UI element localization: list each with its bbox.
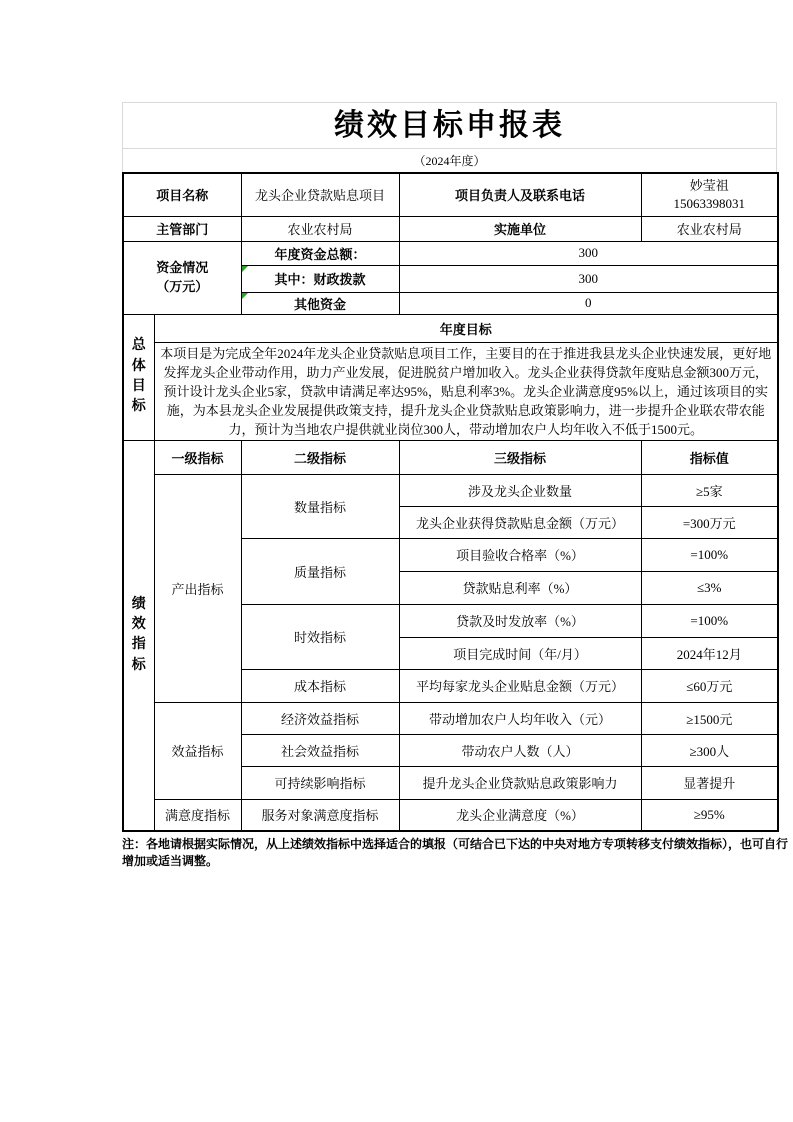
level2-quality: 质量指标 — [241, 538, 399, 604]
indicator-value: 2024年12月 — [641, 637, 778, 669]
form-sheet — [122, 102, 789, 870]
indicator-name: 贷款贴息利率（%） — [399, 571, 641, 604]
indicator-value: 显著提升 — [641, 766, 778, 799]
header-level1: 一级指标 — [154, 440, 241, 474]
indicator-name: 龙头企业满意度（%） — [399, 799, 641, 831]
performance-target-table — [122, 172, 779, 832]
dept-value: 农业农村局 — [241, 216, 399, 241]
table-row — [123, 702, 778, 734]
funding-fiscal-label: 其中：财政拨款 — [241, 265, 399, 292]
dept-label: 主管部门 — [123, 216, 241, 241]
overall-goal-side-label: 总体目标 — [131, 338, 146, 415]
indicator-name: 龙头企业获得贷款贴息金额（万元） — [399, 506, 641, 538]
overall-goal-side-cell — [123, 314, 154, 440]
level1-output: 产出指标 — [154, 474, 241, 702]
header-value: 指标值 — [641, 440, 778, 474]
manager-label: 项目负责人及联系电话 — [399, 173, 641, 216]
indicator-value: ≥95% — [641, 799, 778, 831]
level2-service-satisfaction: 服务对象满意度指标 — [241, 799, 399, 831]
indicator-name: 涉及龙头企业数量 — [399, 474, 641, 506]
form-year-subtitle: （2024年度） — [413, 154, 486, 168]
project-name-value: 龙头企业贷款贴息项目 — [241, 173, 399, 216]
indicator-value: =100% — [641, 538, 778, 571]
footnote: 注：各地请根据实际情况，从上述绩效指标中选择适合的填报（可结合已下达的中央对地方专项转移支付绩效指标），也可自行增加或适当调整。 — [122, 837, 789, 868]
manager-name: 妙莹祖 — [689, 177, 729, 193]
level2-timeliness: 时效指标 — [241, 604, 399, 669]
indicator-value: ≥300人 — [641, 734, 778, 766]
indicator-value: =300万元 — [641, 506, 778, 538]
impl-label: 实施单位 — [399, 216, 641, 241]
funding-label-cell — [123, 241, 241, 314]
indicator-name: 贷款及时发放率（%） — [399, 604, 641, 637]
funding-other-value: 0 — [399, 292, 778, 314]
table-row — [123, 241, 778, 265]
indicator-value: ≤3% — [641, 571, 778, 604]
level1-satisfaction: 满意度指标 — [154, 799, 241, 831]
table-row — [123, 440, 778, 474]
table-row — [123, 173, 778, 216]
indicator-name: 带动增加农户人均年收入（元） — [399, 702, 641, 734]
page-title: 绩效目标申报表 — [334, 108, 565, 142]
indicator-name: 带动农户人数（人） — [399, 734, 641, 766]
form-subtitle-row — [122, 148, 777, 172]
funding-total-value: 300 — [399, 241, 778, 265]
indicator-name: 平均每家龙头企业贴息金额（万元） — [399, 669, 641, 702]
impl-value: 农业农村局 — [641, 216, 778, 241]
table-row — [123, 216, 778, 241]
indicator-name: 项目验收合格率（%） — [399, 538, 641, 571]
form-title-block — [122, 102, 777, 148]
level2-social: 社会效益指标 — [241, 734, 399, 766]
indicator-value: ≤60万元 — [641, 669, 778, 702]
project-name-label: 项目名称 — [123, 173, 241, 216]
funding-total-label: 年度资金总额： — [241, 241, 399, 265]
table-row — [123, 474, 778, 506]
funding-other-label: 其他资金 — [241, 292, 399, 314]
funding-label-line2: （万元） — [156, 278, 209, 294]
indicator-value: ≥1500元 — [641, 702, 778, 734]
indicator-value: =100% — [641, 604, 778, 637]
indicator-name: 项目完成时间（年/月） — [399, 637, 641, 669]
table-row — [123, 314, 778, 342]
manager-phone: 15063398031 — [673, 195, 746, 211]
indicator-value: ≥5家 — [641, 474, 778, 506]
manager-contact-cell — [641, 173, 778, 216]
funding-label-line1: 资金情况 — [156, 260, 209, 276]
table-row — [123, 342, 778, 440]
indicator-name: 提升龙头企业贷款贴息政策影响力 — [399, 766, 641, 799]
header-level2: 二级指标 — [241, 440, 399, 474]
annual-goal-text: 本项目是为完成全年2024年龙头企业贷款贴息项目工作，主要目的在于推进我县龙头企业快速发展，更好地发挥龙头企业带动作用，助力产业发展，促进脱贫户增加收入。龙头企业获得贷款年度贴息金额300万元，预计设计龙头企业5家，贷款申请满足率达95%，贴息利率3%。龙头企业满意度95%以上，通过该项目的实施，为本县龙头企业发展提供政策支持，提升龙头企业贷款贴息政策影响力，进一步提升企业联农带农能力，预计为当地农户提供就业岗位300人，带动增加农户人均年收入不低于1500元。 — [154, 342, 778, 440]
level2-economic: 经济效益指标 — [241, 702, 399, 734]
level2-cost: 成本指标 — [241, 669, 399, 702]
annual-goal-header: 年度目标 — [154, 314, 778, 342]
funding-fiscal-value: 300 — [399, 265, 778, 292]
table-row — [123, 799, 778, 831]
indicators-side-label: 绩效指标 — [131, 596, 146, 673]
header-level3: 三级指标 — [399, 440, 641, 474]
level2-sustainability: 可持续影响指标 — [241, 766, 399, 799]
level1-benefit: 效益指标 — [154, 702, 241, 799]
indicators-side-cell — [123, 440, 154, 831]
level2-quantity: 数量指标 — [241, 474, 399, 538]
